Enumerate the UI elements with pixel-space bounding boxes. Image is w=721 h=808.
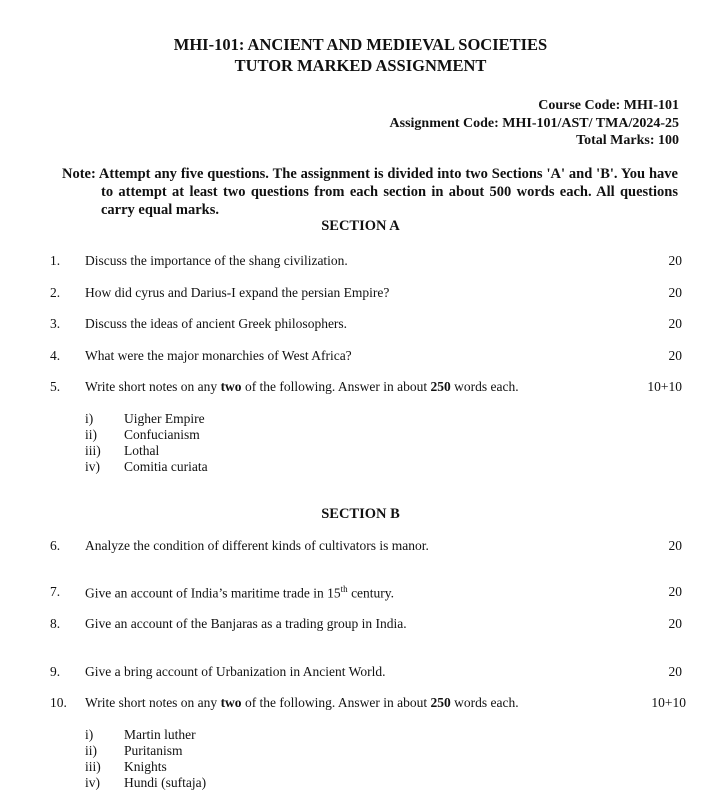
section-a-heading: SECTION A: [321, 218, 400, 234]
instructions-note: Note: Attempt any five questions. The assignment is divided into two Sections 'A' and 'B'. You have to attempt at least two questions from each section in about 500 words each. All questions carry equal marks.: [62, 166, 678, 218]
question-marks: 20: [668, 253, 682, 268]
sub-item-text: Uigher Empire: [124, 411, 205, 426]
question-number: 7.: [50, 584, 61, 599]
question-marks: 20: [668, 348, 682, 363]
sub-item-number: ii): [85, 427, 97, 442]
question-text-part: Give an account of India’s maritime trade in 15: [85, 585, 341, 601]
sub-item-number: i): [85, 727, 94, 742]
question-number: 1.: [50, 253, 61, 268]
question-text: Give a bring account of Urbanization in Ancient World.: [85, 664, 386, 679]
question-number: 5.: [50, 379, 61, 394]
question-text: Discuss the importance of the shang civilization.: [85, 253, 348, 268]
question-text-part: words each.: [450, 379, 519, 394]
sub-item-text: Martin luther: [124, 727, 196, 742]
question-text: [85, 584, 394, 602]
assignment-code: Assignment Code: MHI-101/AST/ TMA/2024-25: [389, 116, 679, 131]
question-number: 2.: [50, 285, 61, 300]
question-text: What were the major monarchies of West Africa?: [85, 348, 352, 363]
superscript: th: [340, 584, 348, 594]
sub-item-text: Knights: [124, 759, 167, 774]
question-text: [85, 695, 519, 711]
sub-item-number: iv): [85, 775, 100, 790]
question-number: 9.: [50, 664, 61, 679]
question-number: 10.: [50, 695, 67, 710]
document-subtitle: TUTOR MARKED ASSIGNMENT: [234, 56, 487, 75]
sub-item-number: i): [85, 411, 94, 426]
question-marks: 10+10: [651, 695, 686, 710]
question-text: Give an account of the Banjaras as a trading group in India.: [85, 616, 407, 631]
question-marks: 20: [668, 316, 682, 331]
question-text-emphasis: 250: [430, 379, 451, 394]
total-marks: Total Marks: 100: [576, 133, 679, 148]
sub-item-text: Puritanism: [124, 743, 183, 758]
question-text-emphasis: two: [220, 379, 242, 394]
question-text-part: Write short notes on any: [85, 379, 221, 394]
section-b-heading: SECTION B: [321, 506, 400, 522]
question-number: 3.: [50, 316, 61, 331]
question-number: 4.: [50, 348, 61, 363]
question-marks: 20: [668, 285, 682, 300]
question-text: [85, 379, 519, 395]
question-text: How did cyrus and Darius-I expand the persian Empire?: [85, 285, 390, 300]
sub-item-text: Confucianism: [124, 427, 200, 442]
question-text-part: Write short notes on any: [85, 695, 221, 710]
question-text-part: century.: [347, 585, 395, 601]
question-text: Analyze the condition of different kinds of cultivators is manor.: [85, 538, 429, 553]
question-marks: 10+10: [647, 379, 682, 394]
sub-item-number: ii): [85, 743, 97, 758]
question-text-emphasis: two: [220, 695, 242, 710]
sub-item-text: Lothal: [124, 443, 160, 458]
question-text-part: words each.: [450, 695, 519, 710]
sub-item-text: Hundi (suftaja): [124, 775, 207, 790]
question-text-part: of the following. Answer in about: [241, 695, 431, 710]
sub-item-number: iii): [85, 759, 101, 774]
question-text: Discuss the ideas of ancient Greek philosophers.: [85, 316, 348, 331]
sub-item-number: iv): [85, 459, 100, 474]
document-title: MHI-101: ANCIENT AND MEDIEVAL SOCIETIES: [173, 35, 548, 54]
sub-item-text: Comitia curiata: [124, 459, 208, 474]
course-code: Course Code: MHI-101: [538, 98, 679, 113]
question-text-part: of the following. Answer in about: [241, 379, 431, 394]
question-marks: 20: [668, 584, 682, 599]
question-number: 8.: [50, 616, 61, 631]
sub-item-number: iii): [85, 443, 101, 458]
question-number: 6.: [50, 538, 61, 553]
question-text-emphasis: 250: [430, 695, 451, 710]
question-marks: 20: [668, 664, 682, 679]
question-marks: 20: [668, 616, 682, 631]
question-marks: 20: [668, 538, 682, 553]
